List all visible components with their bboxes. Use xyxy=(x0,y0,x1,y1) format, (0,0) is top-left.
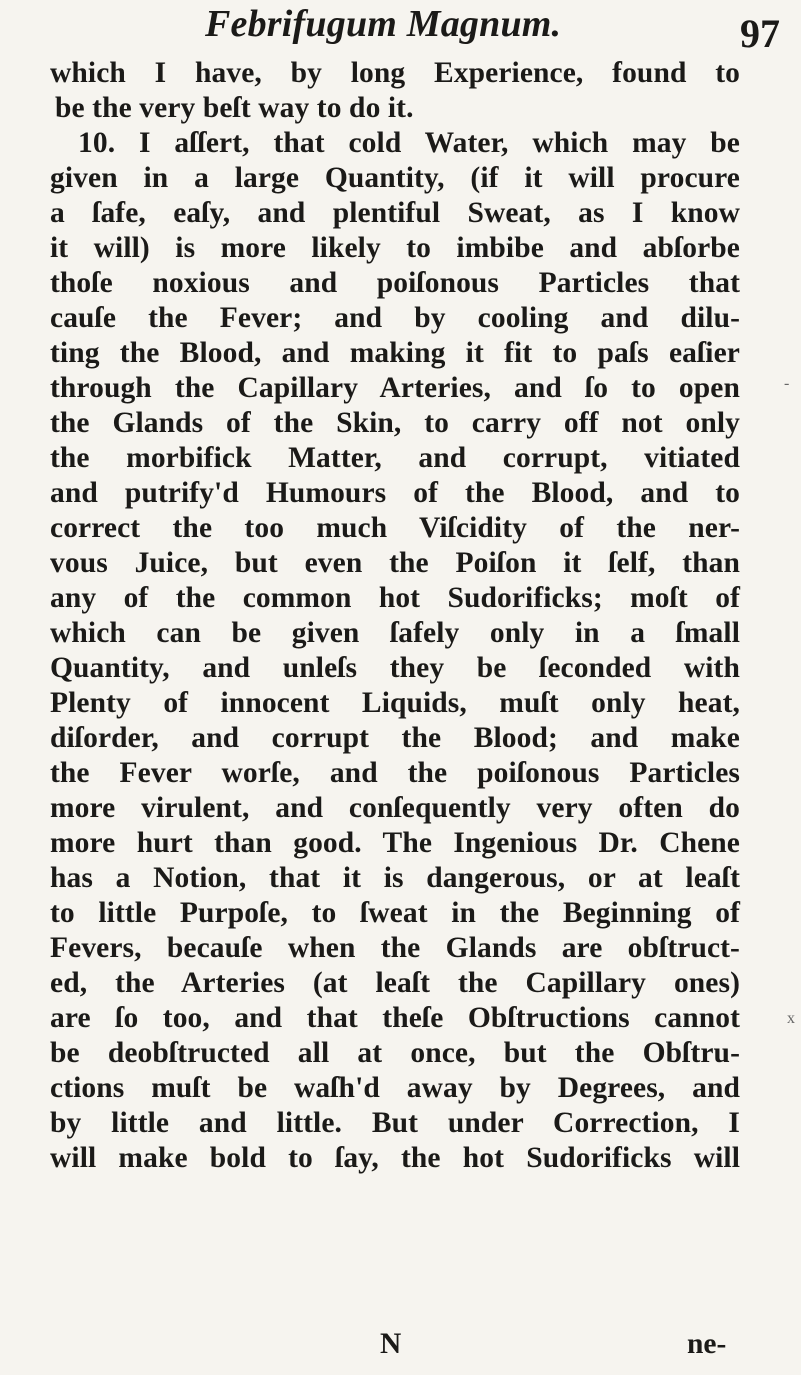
text-line: which can be given ſafely only in a ſmall xyxy=(50,617,740,649)
text-line: more virulent, and conſequently very often do xyxy=(50,792,740,824)
text-line: Plenty of innocent Liquids, muſt only heat, xyxy=(50,687,740,719)
page-footer xyxy=(50,1328,740,1363)
text-line: are ſo too, and that theſe Obſtructions cannot xyxy=(50,1002,740,1034)
text-line: the Fever worſe, and the poiſonous Particles xyxy=(50,757,740,789)
text-line: Quantity, and unleſs they be ſeconded with xyxy=(50,652,740,684)
text-line: thoſe noxious and poiſonous Particles that xyxy=(50,267,740,299)
running-head: Febrifugum Magnum. xyxy=(205,3,562,45)
text-line: has a Notion, that it is dangerous, or at leaſt xyxy=(50,862,740,894)
text-line: diſorder, and corrupt the Blood; and make xyxy=(50,722,740,754)
text-line: Fevers, becauſe when the Glands are obſtruct- xyxy=(50,932,740,964)
text-line: the morbifick Matter, and corrupt, vitiated xyxy=(50,442,740,474)
text-line: through the Capillary Arteries, and ſo to open xyxy=(50,372,740,404)
text-line: given in a large Quantity, (if it will procure xyxy=(50,162,740,194)
text-line: be deobſtructed all at once, but the Obſtru- xyxy=(50,1037,740,1069)
text-line: a ſafe, eaſy, and plentiful Sweat, as I know xyxy=(50,197,740,229)
page-header xyxy=(0,0,801,60)
text-line: be the very beſt way to do it. xyxy=(55,92,414,124)
text-line: any of the common hot Sudorificks; moſt of xyxy=(50,582,740,614)
text-line: cauſe the Fever; and by cooling and dilu- xyxy=(50,302,740,334)
text-line: to little Purpoſe, to ſweat in the Beginning of xyxy=(50,897,740,929)
text-line: correct the too much Viſcidity of the ner- xyxy=(50,512,740,544)
text-line: by little and little. But under Correction, I xyxy=(50,1107,740,1139)
text-line: ctions muſt be waſh'd away by Degrees, and xyxy=(50,1072,740,1104)
text-line: and putrify'd Humours of the Blood, and to xyxy=(50,477,740,509)
catchword: ne- xyxy=(687,1328,727,1360)
text-line: ed, the Arteries (at leaſt the Capillary ones) xyxy=(50,967,740,999)
body-text xyxy=(50,56,740,1176)
text-line: 10. I aſſert, that cold Water, which may be xyxy=(78,127,740,159)
text-line: will make bold to ſay, the hot Sudorificks will xyxy=(50,1142,740,1174)
margin-mark: x xyxy=(787,1010,795,1027)
signature-mark: N xyxy=(380,1328,402,1360)
text-line: ting the Blood, and making it fit to paſs eaſier xyxy=(50,337,740,369)
text-line: it will) is more likely to imbibe and abſorbe xyxy=(50,232,740,264)
text-line: vous Juice, but even the Poiſon it ſelf, than xyxy=(50,547,740,579)
text-line: the Glands of the Skin, to carry off not only xyxy=(50,407,740,439)
text-line: which I have, by long Experience, found to xyxy=(50,57,740,89)
page-number: 97 xyxy=(740,11,780,56)
margin-mark: - xyxy=(784,375,790,392)
text-line: more hurt than good. The Ingenious Dr. Chene xyxy=(50,827,740,859)
